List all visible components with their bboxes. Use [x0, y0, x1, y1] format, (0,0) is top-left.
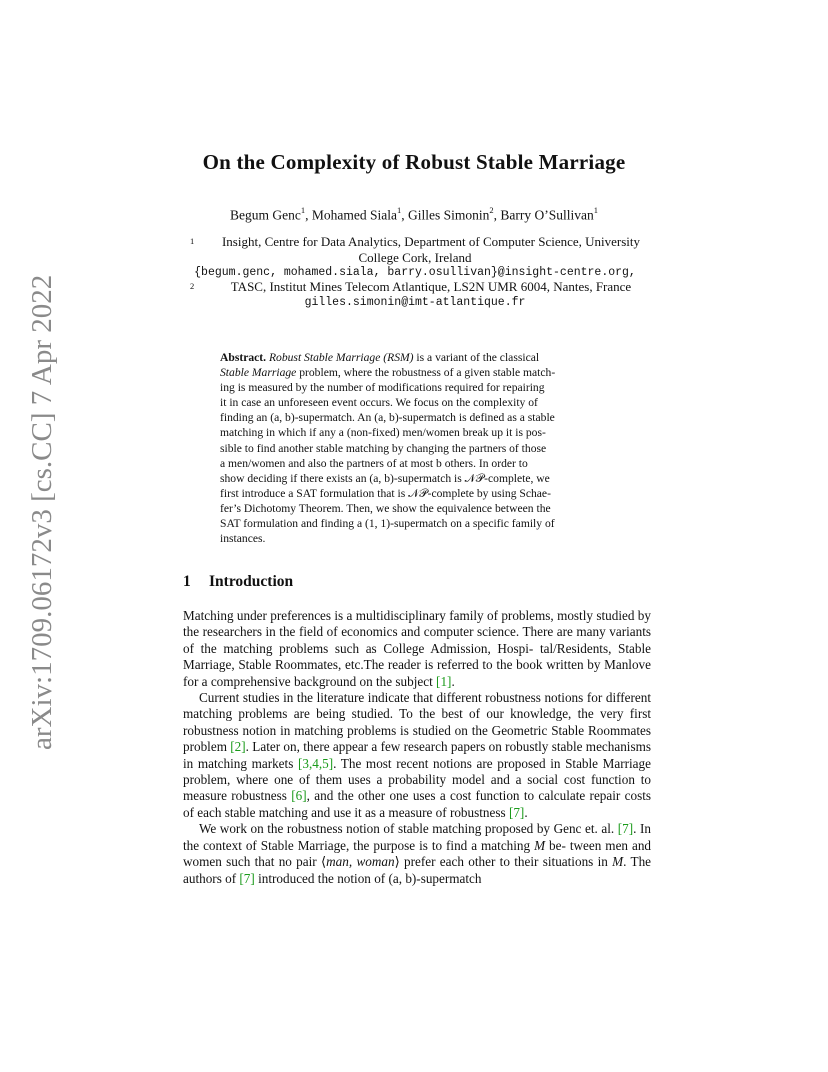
abstract-text: finding an (a, b)-supermatch. An (a, b)-supermatch is defined as a stable [220, 411, 555, 425]
body-text: very first robustness notion in matching problems is studied on the Geometric [183, 706, 652, 738]
section-number: 1 [183, 573, 191, 590]
abstract-text: Robust Stable Marriage (RSM) [268, 351, 414, 364]
body-text: as a measure of robustness [365, 804, 509, 820]
intro-body [183, 608, 651, 887]
abstract-text: instances. [220, 532, 266, 546]
math-symbol: man, woman [326, 854, 395, 870]
abstract-text: a men/women and also the partners of at most b others. In order to [220, 456, 528, 470]
author-list: Begum Genc$^1$, Mohamed Siala$^1$, Gilles Simonin$^2$, Barry O’Sullivan$^1$ [230, 205, 598, 223]
body-text: the book written by Manlove for a comprehensive background on the subject [183, 657, 652, 689]
body-text: al. [601, 821, 618, 837]
affiliation-1 [170, 234, 660, 281]
body-text: robustly stable mechanisms in matching markets [183, 739, 651, 771]
citation-link[interactable]: [3,4,5] [297, 755, 334, 771]
body-text: , and the other one [306, 788, 409, 804]
body-text: introduced the notion of (a, b)-supermatch [254, 870, 482, 886]
abstract-text: first introduce a SAT formulation that is 𝒩𝒫-complete by using Schae- [220, 486, 551, 500]
affiliation-2 [170, 279, 660, 310]
paragraph [183, 821, 651, 887]
section-heading [183, 573, 293, 591]
body-text: uses a cost function to calculate repair costs of each stable matching and use it [183, 788, 651, 820]
abstract-text: sible to find another stable matching by changing the partners of those [220, 441, 547, 455]
affiliation-emails: gilles.simonin@imt-atlantique.fr [304, 295, 526, 309]
affiliation-number: 2 [190, 281, 195, 291]
citation-link[interactable]: [1] [436, 673, 452, 689]
body-text: We work on the robustness notion of stable matching proposed by Genc et. [199, 821, 598, 837]
abstract-text: fer’s Dichotomy Theorem. Then, we show the equivalence between the [220, 501, 551, 515]
author-affil-mark: 1 [593, 205, 598, 215]
author-affil-mark: 1 [300, 205, 306, 215]
citation-link[interactable]: [7] [617, 821, 634, 837]
abstract-text: show deciding if there exists an (a, b)-supermatch is 𝒩𝒫-complete, we [220, 471, 550, 485]
body-text: . [524, 804, 528, 820]
body-text: situations in [542, 854, 613, 870]
author-name: Gilles Simonin [407, 207, 490, 223]
abstract [220, 350, 613, 546]
body-text: tween men and women such that no pair ⟨ [183, 837, 652, 870]
body-text: model and a social cost function to measure robustness [183, 772, 651, 804]
math-symbol: M [612, 854, 624, 870]
body-text: be- [545, 837, 566, 853]
affiliation-number: 1 [190, 236, 195, 246]
body-text: . Later on, there appear a few research papers on [245, 739, 502, 755]
paragraph: Matching under preferences is a multidisciplinary family of problems, mostly studied by the researchers in the field of economics and computer science. There are many variants of the matching problems such as College Admission, Hospi- tal/Residents, Stable Marriage, Stable Roommates, etc.The reader is referred to the book written by Manlove for a comprehensive background on the subject [1]. [183, 608, 652, 689]
abstract-text: it in case an unforeseen event occurs. We focus on the complexity of [220, 396, 538, 410]
body-text: . In the context of Stable Marriage, the purpose is to find a matching [183, 821, 651, 853]
abstract-text: is a variant of the classical [413, 351, 540, 364]
citation-link[interactable]: [2] [230, 739, 246, 755]
affiliation-text: Insight, Centre for Data Analytics, Department of Computer Science, University [221, 234, 641, 249]
body-text: . The authors of [183, 854, 652, 886]
abstract-text: Stable Marriage [220, 366, 297, 380]
paragraph [183, 690, 651, 821]
citation-link[interactable]: [6] [291, 788, 307, 804]
body-text: ⟩ prefer each other to their [394, 854, 539, 870]
body-text: different matching problems are being studied. To the best of our knowledge, the [183, 690, 652, 722]
abstract-label: Abstract. [220, 351, 267, 364]
arxiv-identifier: arXiv:1709.06172v3 [cs.CC] 7 Apr 2022 [26, 274, 58, 750]
body-text: Stable Roommates problem [183, 722, 652, 755]
abstract-text: SAT formulation and finding a (1, 1)-supermatch on a specific family of [220, 517, 555, 531]
section-title: Introduction [209, 573, 294, 590]
body-text: are proposed in Stable Marriage problem, where one of them uses a probability [183, 755, 651, 788]
body-text: tal/Residents, Stable Marriage, Stable Roommates, etc.The reader is referred to [183, 640, 651, 673]
body-text: Current studies in the literature indicate that different robustness notions for [199, 690, 603, 706]
paper-title: On the Complexity of Robust Stable Marriage [202, 150, 626, 174]
abstract-text: ing is measured by the number of modifications required for repairing [220, 381, 545, 395]
affiliation-emails: {begum.genc, mohamed.siala, barry.osullivan}@insight-centre.org, [194, 266, 636, 279]
author-name: Begum Genc [230, 207, 301, 223]
abstract-text: problem, where the robustness of a given stable match- [296, 366, 556, 380]
citation-link[interactable]: [7] [508, 804, 525, 820]
body-text: . The most recent notions [333, 755, 472, 771]
body-text: studied by the researchers in the field of economics and computer science. There [183, 608, 651, 640]
citation-link[interactable]: [7] [239, 870, 255, 886]
author-affil-mark: 1 [396, 205, 402, 215]
author-affil-mark: 2 [489, 205, 494, 215]
abstract-text: matching in which if any a (non-fixed) men/women break up it is pos- [220, 426, 546, 440]
math-symbol: M [534, 837, 546, 853]
body-text: are many variants of the matching problems such as College Admission, Hospi- [183, 624, 651, 656]
author-name: Barry O’Sullivan [500, 207, 594, 223]
body-text: Matching under preferences is a multidisciplinary family of problems, mostly [183, 608, 593, 623]
affiliation-text: TASC, Institut Mines Telecom Atlantique, LS2N UMR 6004, Nantes, France [230, 279, 632, 294]
affiliation-text: College Cork, Ireland [358, 249, 472, 265]
author-name: Mohamed Siala [311, 207, 397, 223]
